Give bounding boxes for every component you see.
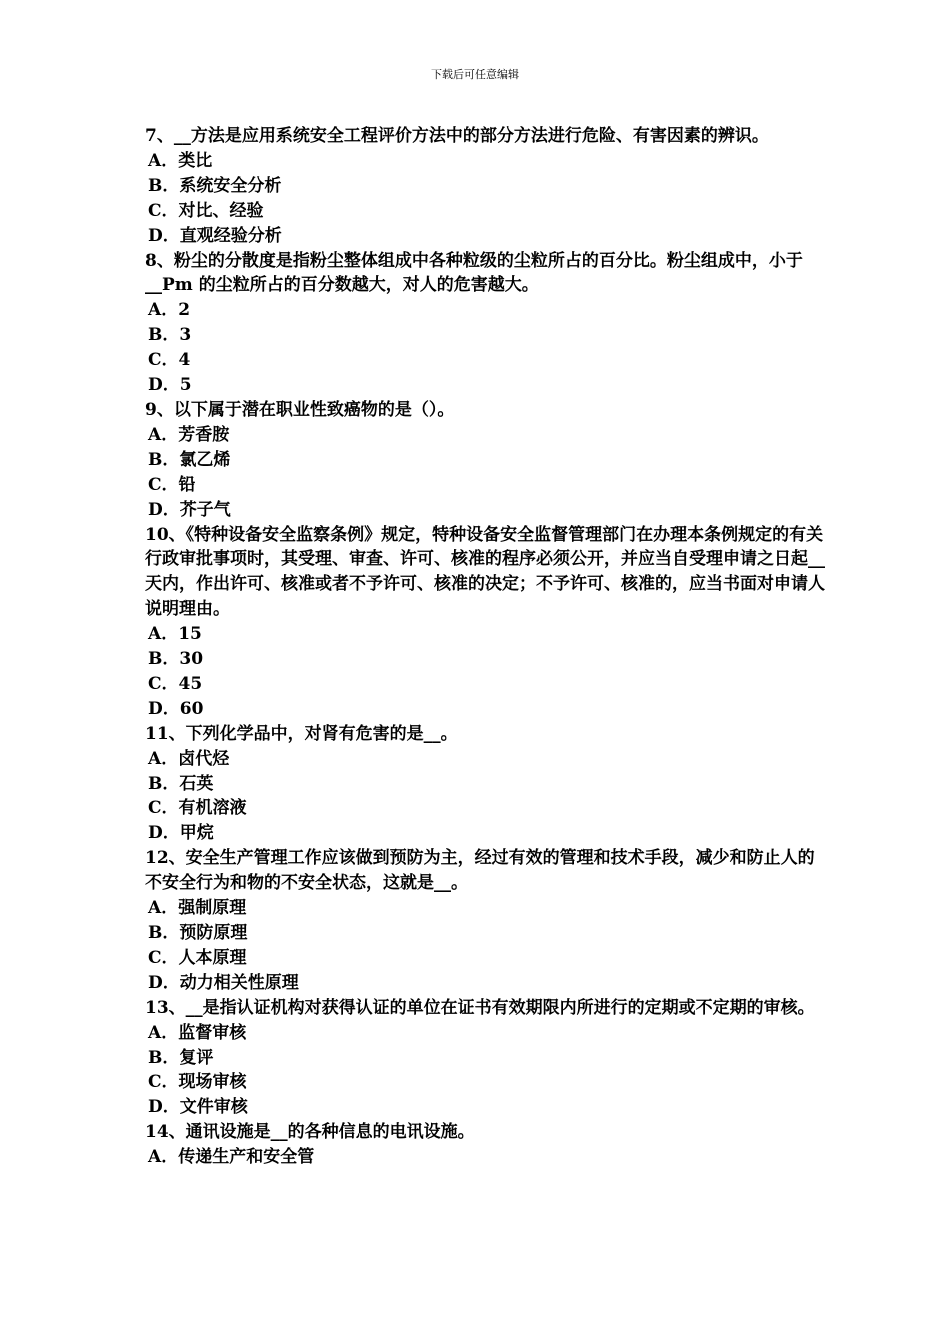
question-stem: 13、__是指认证机构对获得认证的单位在证书有效期限内所进行的定期或不定期的审核。 xyxy=(145,997,815,1018)
question-block xyxy=(145,523,825,722)
answer-option: A．监督审核 xyxy=(148,1022,247,1043)
answer-option: A．芳香胺 xyxy=(148,424,230,445)
question-stem: 8、粉尘的分散度是指粉尘整体组成中各种粒级的尘粒所占的百分比。粉尘组成中，小于__Pm 的尘粒所占的百分数越大，对人的危害越大。 xyxy=(145,250,803,296)
answer-option: A．传递生产和安全管 xyxy=(148,1147,315,1168)
answer-option: B．30 xyxy=(148,649,204,670)
answer-option: A．强制原理 xyxy=(148,898,247,919)
question-block xyxy=(145,722,825,847)
answer-option: B．石英 xyxy=(148,773,214,794)
question-block xyxy=(145,124,825,249)
question-list xyxy=(145,124,825,1170)
question-block xyxy=(145,846,825,995)
answer-option: C．现场审核 xyxy=(148,1072,247,1093)
question-stem: 10、《特种设备安全监察条例》规定，特种设备安全监督管理部门在办理本条例规定的有关行政审批事项时，其受理、审查、许可、核准的程序必须公开，并应当自受理申请之日起__天内，作出许可、核准或者不予许可、核准的决定；不予许可、核准的，应当书面对申请人说明理由。 xyxy=(145,524,825,620)
answer-option: C．对比、经验 xyxy=(148,200,264,221)
answer-option: A．卤代烃 xyxy=(148,748,230,769)
page-header: 下载后可任意编辑 xyxy=(431,68,519,81)
answer-option: D．60 xyxy=(148,698,204,719)
answer-option: B．氯乙烯 xyxy=(148,449,231,470)
answer-option: D．甲烷 xyxy=(148,823,214,844)
question-stem: 12、安全生产管理工作应该做到预防为主，经过有效的管理和技术手段，减少和防止人的不安全行为和物的不安全状态，这就是__。 xyxy=(145,848,815,894)
answer-option: D．动力相关性原理 xyxy=(148,972,299,993)
answer-option: C．4 xyxy=(148,350,191,371)
question-stem: 7、__方法是应用系统安全工程评价方法中的部分方法进行危险、有害因素的辨识。 xyxy=(145,126,769,146)
question-block xyxy=(145,398,825,523)
answer-option: B．预防原理 xyxy=(148,923,248,943)
answer-option: C．45 xyxy=(148,673,203,694)
answer-option: B．3 xyxy=(148,325,192,346)
answer-option: B．系统安全分析 xyxy=(148,175,282,196)
answer-option: A．2 xyxy=(148,300,191,321)
answer-option: C．铅 xyxy=(148,474,196,495)
question-stem: 9、以下属于潜在职业性致癌物的是（）。 xyxy=(145,399,455,420)
answer-option: C．有机溶液 xyxy=(148,798,247,819)
answer-option: A．15 xyxy=(148,624,202,645)
answer-option: D．文件审核 xyxy=(148,1097,248,1118)
question-block xyxy=(145,996,825,1121)
answer-option: B．复评 xyxy=(148,1047,214,1068)
question-stem: 14、通讯设施是__的各种信息的电讯设施。 xyxy=(145,1122,475,1143)
answer-option: C．人本原理 xyxy=(148,947,247,968)
question-block xyxy=(145,1120,825,1170)
answer-option: A．类比 xyxy=(148,150,213,171)
answer-option: D．芥子气 xyxy=(148,499,231,520)
answer-option: D．5 xyxy=(148,375,192,396)
answer-option: D．直观经验分析 xyxy=(148,225,282,246)
question-block xyxy=(145,249,825,398)
question-stem: 11、下列化学品中，对肾有危害的是__。 xyxy=(145,723,458,744)
